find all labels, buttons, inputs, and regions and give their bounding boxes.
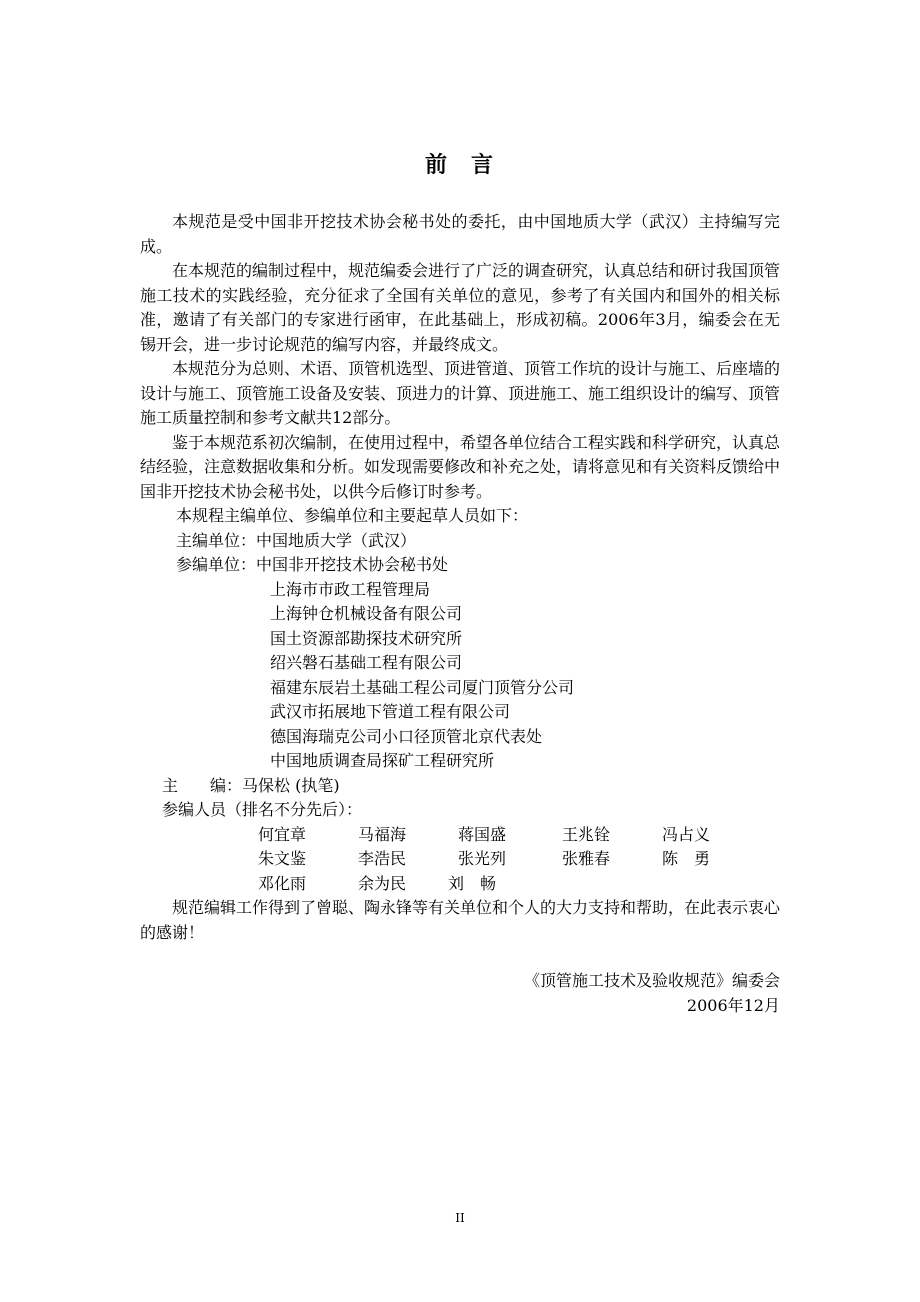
participant-name: 余为民 <box>358 873 407 893</box>
chief-unit: 中国地质大学（武汉） <box>256 530 417 550</box>
page-number: II <box>455 1211 465 1225</box>
participating-unit: 中国非开挖技术协会秘书处 <box>256 555 449 574</box>
participating-unit: 武汉市拓展地下管道工程有限公司 <box>270 702 511 721</box>
title-char-2: 言 <box>470 153 495 178</box>
participating-unit: 上海钟仓机械设备有限公司 <box>270 604 463 623</box>
participant-name: 朱文鉴 <box>258 849 307 868</box>
paragraph-3: 本规范分为总则、术语、顶管机选型、顶进管道、顶管工作坑的设计与施工、后座墙的设计与施工、顶管施工设备及安装、顶进力的计算、顶进施工、施工组织设计的编写、顶管施工质量控制和参考文献共12部分。 <box>140 359 781 427</box>
chief-unit-row <box>140 529 780 554</box>
thanks-paragraph: 规范编辑工作得到了曾聪、陶永锋等有关单位和个人的大力支持和帮助，在此表示衷心的感谢！ <box>140 898 781 942</box>
participants-label: 参编人员（排名不分先后）： <box>162 800 363 819</box>
signature-block <box>140 969 780 1018</box>
preface-body <box>140 210 780 1018</box>
participants-row <box>140 823 780 848</box>
participant-name: 李浩民 <box>358 849 407 868</box>
participating-unit-label: 参编单位： <box>176 555 257 574</box>
participant-name: 邓化雨 <box>258 873 307 893</box>
participating-unit: 德国海瑞克公司小口径顶管北京代表处 <box>270 726 543 746</box>
participant-name: 张雅春 <box>562 849 611 868</box>
participant-name: 何宜章 <box>258 824 307 844</box>
participating-unit: 福建东辰岩土基础工程公司厦门顶管分公司 <box>270 677 575 697</box>
participant-name: 刘 畅 <box>448 873 497 893</box>
editor-row <box>140 774 780 799</box>
paragraph-1: 本规范是受中国非开挖技术协会秘书处的委托，由中国地质大学（武汉）主持编写完成。 <box>140 212 780 256</box>
paragraph-5: 本规程主编单位、参编单位和主要起草人员如下： <box>176 506 529 525</box>
signature-org: 《顶管施工技术及验收规范》编委会 <box>523 971 780 990</box>
editor-name: 马保松 (执笔) <box>242 775 340 795</box>
participants-row <box>140 847 780 872</box>
participating-unit-row <box>140 553 780 578</box>
signature-date: 2006年12月 <box>686 995 780 1015</box>
page-title <box>0 148 920 179</box>
paragraph-2: 在本规范的编制过程中，规范编委会进行了广泛的调查研究，认真总结和研讨我国顶管施工技术的实践经验，充分征求了全国有关单位的意见，参考了有关国内和国外的相关标准，邀请了有关部门的专家进行函审，在此基础上，形成初稿。2006年3月，编委会在无锡开会，进一步讨论规范的编写内容，并最终成文。 <box>140 261 781 354</box>
participant-name: 张光列 <box>458 849 507 868</box>
participating-unit: 国土资源部勘探技术研究所 <box>270 628 463 648</box>
participating-unit: 上海市市政工程管理局 <box>270 579 431 599</box>
participant-name: 陈 勇 <box>662 849 711 868</box>
participant-name: 蒋国盛 <box>458 824 507 844</box>
paragraph-4: 鉴于本规范系初次编制，在使用过程中，希望各单位结合工程实践和科学研究，认真总结经验，注意数据收集和分析。如发现需要修改和补充之处，请将意见和有关资料反馈给中国非开挖技术协会秘书处，以供今后修订时参考。 <box>140 432 781 501</box>
chief-unit-label: 主编单位： <box>176 530 257 550</box>
participant-name: 马福海 <box>358 824 407 844</box>
participant-name: 冯占义 <box>662 824 711 844</box>
participants-list <box>140 823 780 897</box>
participating-unit: 中国地质调查局探矿工程研究所 <box>270 751 495 770</box>
editor-label: 主 编： <box>162 775 243 795</box>
participants-row <box>140 872 780 897</box>
title-char-1: 前 <box>424 153 449 178</box>
participating-unit: 绍兴磐石基础工程有限公司 <box>270 653 463 672</box>
participant-name: 王兆铨 <box>562 824 611 844</box>
